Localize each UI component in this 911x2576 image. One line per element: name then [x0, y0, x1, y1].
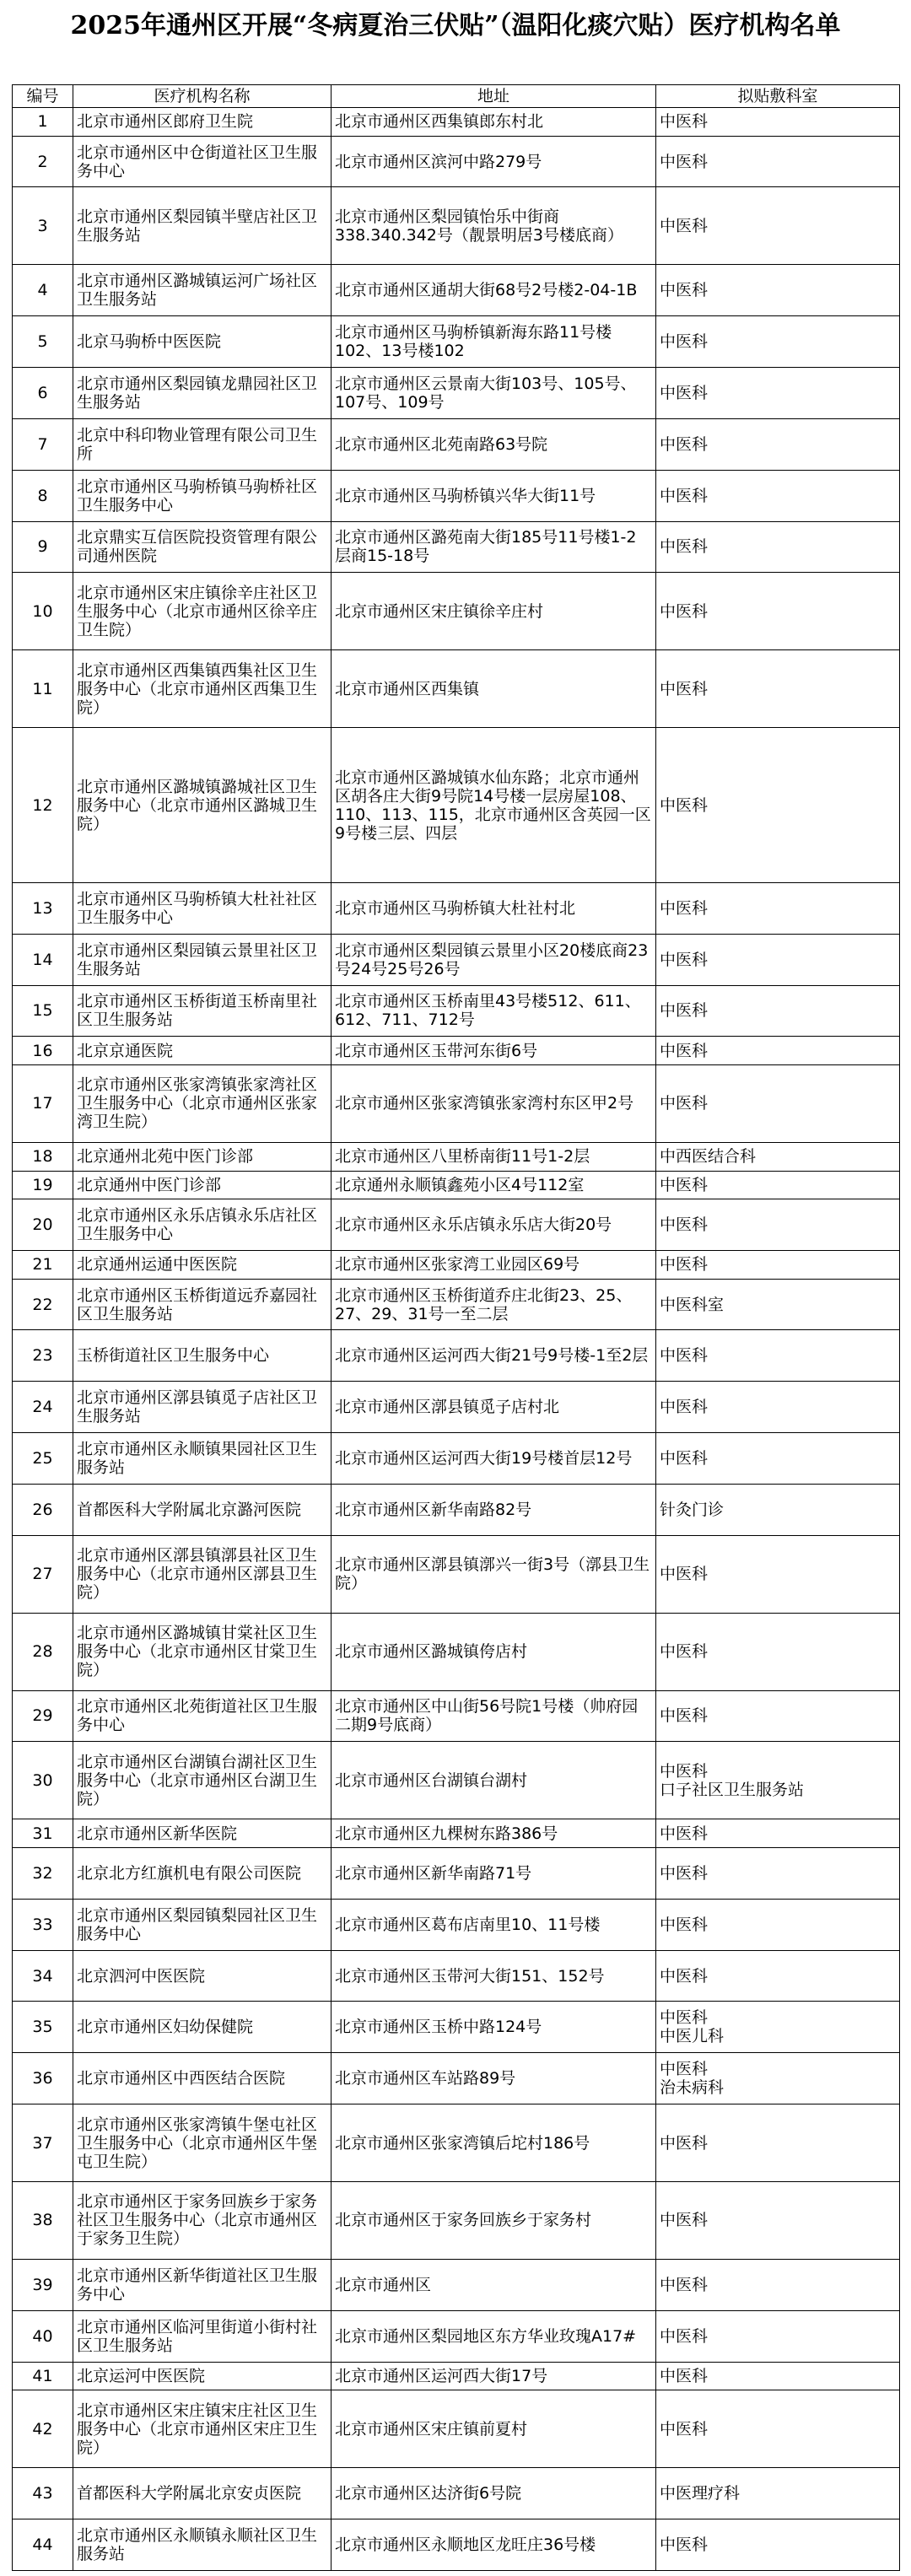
- cell-address: 北京市通州区永乐店镇永乐店大街20号: [332, 1199, 656, 1251]
- cell-institution-name: 北京北方红旗机电有限公司医院: [73, 1847, 332, 1899]
- cell-department: 中医科: [656, 1037, 900, 1065]
- cell-institution-name: 北京市通州区台湖镇台湖社区卫生服务中心（北京市通州区台湖卫生院）: [73, 1742, 332, 1819]
- cell-number: 34: [13, 1950, 73, 2002]
- cell-number: 19: [13, 1171, 73, 1199]
- cell-institution-name: 北京市通州区宋庄镇徐辛庄社区卫生服务中心（北京市通州区徐辛庄卫生院）: [73, 573, 332, 650]
- cell-department: 中医科: [656, 1690, 900, 1742]
- cell-number: 36: [13, 2053, 73, 2104]
- cell-department: 中医科: [656, 521, 900, 573]
- cell-address: 北京市通州区张家湾镇张家湾村东区甲2号: [332, 1065, 656, 1143]
- cell-number: 28: [13, 1613, 73, 1690]
- cell-number: 5: [13, 316, 73, 368]
- cell-number: 29: [13, 1690, 73, 1742]
- cell-department: 中医科: [656, 2519, 900, 2570]
- cell-department: 中医科 中医儿科: [656, 2002, 900, 2053]
- cell-number: 35: [13, 2002, 73, 2053]
- cell-address: 北京市通州区运河西大街19号楼首层12号: [332, 1433, 656, 1485]
- cell-department: 中医科: [656, 573, 900, 650]
- table-row: [13, 1484, 900, 1535]
- table-row: [13, 2259, 900, 2310]
- cell-department: 中医科: [656, 2259, 900, 2310]
- cell-number: 30: [13, 1742, 73, 1819]
- table-row: [13, 1382, 900, 1433]
- cell-address: 北京市通州区于家务回族乡于家务村: [332, 2181, 656, 2259]
- cell-number: 6: [13, 368, 73, 419]
- cell-number: 23: [13, 1330, 73, 1382]
- cell-department: 中医科: [656, 1535, 900, 1613]
- table-row: [13, 265, 900, 316]
- table-row: [13, 2002, 900, 2053]
- table-row: [13, 1171, 900, 1199]
- table-row: [13, 470, 900, 521]
- cell-address: 北京市通州区漷县镇漷兴一街3号（漷县卫生院）: [332, 1535, 656, 1613]
- table-body: [13, 108, 900, 2571]
- cell-department: 中医科: [656, 2181, 900, 2259]
- cell-institution-name: 北京市通州区于家务回族乡于家务社区卫生服务中心（北京市通州区于家务卫生院）: [73, 2181, 332, 2259]
- cell-address: 北京市通州区漷县镇觅子店村北: [332, 1382, 656, 1433]
- table-row: [13, 1037, 900, 1065]
- cell-department: 中医科: [656, 2390, 900, 2468]
- cell-number: 32: [13, 1847, 73, 1899]
- cell-department: 中医科: [656, 934, 900, 985]
- cell-address: 北京市通州区运河西大街17号: [332, 2362, 656, 2390]
- cell-institution-name: 北京中科印物业管理有限公司卫生所: [73, 418, 332, 470]
- table-row: [13, 316, 900, 368]
- cell-number: 41: [13, 2362, 73, 2390]
- cell-institution-name: 北京京通医院: [73, 1037, 332, 1065]
- cell-department: 中医科: [656, 728, 900, 883]
- cell-address: 北京市通州区马驹桥镇大杜社村北: [332, 882, 656, 934]
- table-row: [13, 2390, 900, 2468]
- cell-number: 14: [13, 934, 73, 985]
- cell-institution-name: 北京通州运通中医医院: [73, 1251, 332, 1280]
- cell-institution-name: 北京市通州区梨园镇半壁店社区卫生服务站: [73, 187, 332, 265]
- cell-number: 25: [13, 1433, 73, 1485]
- cell-department: 中医科: [656, 470, 900, 521]
- cell-address: 北京市通州区西集镇郎东村北: [332, 108, 656, 137]
- table-row: [13, 1251, 900, 1280]
- cell-address: 北京市通州区中山街56号院1号楼（帅府园二期9号底商）: [332, 1690, 656, 1742]
- cell-number: 20: [13, 1199, 73, 1251]
- cell-number: 8: [13, 470, 73, 521]
- cell-address: 北京市通州区: [332, 2259, 656, 2310]
- cell-institution-name: 北京市通州区永乐店镇永乐店社区卫生服务中心: [73, 1199, 332, 1251]
- cell-address: 北京市通州区通胡大街68号2号楼2-04-1B: [332, 265, 656, 316]
- cell-address: 北京市通州区马驹桥镇兴华大街11号: [332, 470, 656, 521]
- cell-address: 北京通州永顺镇鑫苑小区4号112室: [332, 1171, 656, 1199]
- cell-number: 42: [13, 2390, 73, 2468]
- cell-institution-name: 北京运河中医医院: [73, 2362, 332, 2390]
- cell-institution-name: 玉桥街道社区卫生服务中心: [73, 1330, 332, 1382]
- cell-address: 北京市通州区梨园镇怡乐中街商338.340.342号（靓景明居3号楼底商）: [332, 187, 656, 265]
- table-row: [13, 368, 900, 419]
- table-row: [13, 1690, 900, 1742]
- table-row: [13, 882, 900, 934]
- institution-table: [12, 84, 900, 2571]
- cell-institution-name: 北京市通州区玉桥街道远乔嘉园社区卫生服务站: [73, 1279, 332, 1330]
- table-row: [13, 728, 900, 883]
- cell-number: 26: [13, 1484, 73, 1535]
- cell-department: 中医科: [656, 316, 900, 368]
- cell-address: 北京市通州区玉带河大街151、152号: [332, 1950, 656, 2002]
- table-row: [13, 1899, 900, 1950]
- cell-department: 中医科: [656, 2362, 900, 2390]
- cell-address: 北京市通州区玉带河东街6号: [332, 1037, 656, 1065]
- cell-institution-name: 北京市通州区妇幼保健院: [73, 2002, 332, 2053]
- cell-address: 北京市通州区潞城镇水仙东路；北京市通州区胡各庄大街9号院14号楼一层房屋108、110、113、115，北京市通州区含英园一区9号楼三层、四层: [332, 728, 656, 883]
- cell-institution-name: 北京市通州区梨园镇龙鼎园社区卫生服务站: [73, 368, 332, 419]
- cell-institution-name: 北京市通州区玉桥街道玉桥南里社区卫生服务站: [73, 985, 332, 1037]
- cell-institution-name: 北京泗河中医医院: [73, 1950, 332, 2002]
- cell-number: 3: [13, 187, 73, 265]
- table-row: [13, 2362, 900, 2390]
- cell-institution-name: 北京鼎实互信医院投资管理有限公司通州医院: [73, 521, 332, 573]
- table-row: [13, 418, 900, 470]
- cell-department: 中医科: [656, 1819, 900, 1848]
- cell-department: 中医科: [656, 1382, 900, 1433]
- cell-number: 10: [13, 573, 73, 650]
- cell-department: 中医科: [656, 136, 900, 187]
- table-row: [13, 1433, 900, 1485]
- cell-institution-name: 北京市通州区北苑街道社区卫生服务中心: [73, 1690, 332, 1742]
- cell-address: 北京市通州区潞苑南大街185号11号楼1-2层商15-18号: [332, 521, 656, 573]
- cell-number: 27: [13, 1535, 73, 1613]
- table-row: [13, 2519, 900, 2570]
- cell-department: 中西医结合科: [656, 1142, 900, 1171]
- header-department: 拟贴敷科室: [656, 85, 900, 108]
- cell-institution-name: 北京市通州区张家湾镇张家湾社区卫生服务中心（北京市通州区张家湾卫生院）: [73, 1065, 332, 1143]
- cell-number: 12: [13, 728, 73, 883]
- cell-institution-name: 北京市通州区潞城镇甘棠社区卫生服务中心（北京市通州区甘棠卫生院）: [73, 1613, 332, 1690]
- cell-institution-name: 北京马驹桥中医医院: [73, 316, 332, 368]
- cell-institution-name: 北京市通州区宋庄镇宋庄社区卫生服务中心（北京市通州区宋庄卫生院）: [73, 2390, 332, 2468]
- table-row: [13, 1847, 900, 1899]
- table-row: [13, 1950, 900, 2002]
- cell-address: 北京市通州区梨园镇云景里小区20楼底商23号24号25号26号: [332, 934, 656, 985]
- cell-institution-name: 北京市通州区马驹桥镇大杜社社区卫生服务中心: [73, 882, 332, 934]
- cell-address: 北京市通州区九棵树东路386号: [332, 1819, 656, 1848]
- table-row: [13, 2104, 900, 2182]
- cell-institution-name: 北京市通州区梨园镇云景里社区卫生服务站: [73, 934, 332, 985]
- cell-department: 中医科: [656, 368, 900, 419]
- cell-department: 中医科: [656, 1613, 900, 1690]
- table-row: [13, 1742, 900, 1819]
- table-row: [13, 1535, 900, 1613]
- cell-department: 中医科: [656, 1251, 900, 1280]
- table-row: [13, 2468, 900, 2519]
- cell-institution-name: 北京市通州区新华医院: [73, 1819, 332, 1848]
- cell-department: 中医科: [656, 1199, 900, 1251]
- cell-address: 北京市通州区张家湾工业园区69号: [332, 1251, 656, 1280]
- cell-institution-name: 北京市通州区潞城镇潞城社区卫生服务中心（北京市通州区潞城卫生院）: [73, 728, 332, 883]
- cell-address: 北京市通州区新华南路71号: [332, 1847, 656, 1899]
- cell-department: 中医科 口子社区卫生服务站: [656, 1742, 900, 1819]
- cell-number: 33: [13, 1899, 73, 1950]
- cell-address: 北京市通州区葛布店南里10、11号楼: [332, 1899, 656, 1950]
- cell-number: 17: [13, 1065, 73, 1143]
- cell-address: 北京市通州区西集镇: [332, 650, 656, 728]
- table-row: [13, 108, 900, 137]
- cell-institution-name: 北京市通州区永顺镇永顺社区卫生服务站: [73, 2519, 332, 2570]
- cell-number: 43: [13, 2468, 73, 2519]
- cell-address: 北京市通州区运河西大街21号9号楼-1至2层: [332, 1330, 656, 1382]
- cell-address: 北京市通州区新华南路82号: [332, 1484, 656, 1535]
- table-row: [13, 1199, 900, 1251]
- cell-institution-name: 北京市通州区新华街道社区卫生服务中心: [73, 2259, 332, 2310]
- cell-institution-name: 北京市通州区永顺镇果园社区卫生服务站: [73, 1433, 332, 1485]
- cell-institution-name: 北京通州北苑中医门诊部: [73, 1142, 332, 1171]
- cell-department: 中医科: [656, 985, 900, 1037]
- cell-address: 北京市通州区玉桥中路124号: [332, 2002, 656, 2053]
- cell-address: 北京市通州区北苑南路63号院: [332, 418, 656, 470]
- cell-department: 中医科: [656, 1950, 900, 2002]
- cell-number: 21: [13, 1251, 73, 1280]
- table-row: [13, 985, 900, 1037]
- cell-address: 北京市通州区云景南大街103号、105号、107号、109号: [332, 368, 656, 419]
- table-row: [13, 1613, 900, 1690]
- table-row: [13, 2310, 900, 2362]
- cell-department: 中医科: [656, 1433, 900, 1485]
- cell-institution-name: 北京市通州区张家湾镇牛堡屯社区卫生服务中心（北京市通州区牛堡屯卫生院）: [73, 2104, 332, 2182]
- cell-department: 中医科: [656, 1847, 900, 1899]
- cell-number: 7: [13, 418, 73, 470]
- cell-address: 北京市通州区宋庄镇徐辛庄村: [332, 573, 656, 650]
- cell-address: 北京市通州区张家湾镇后坨村186号: [332, 2104, 656, 2182]
- header-no: 编号: [13, 85, 73, 108]
- cell-institution-name: 北京市通州区漷县镇漷县社区卫生服务中心（北京市通州区漷县卫生院）: [73, 1535, 332, 1613]
- cell-number: 40: [13, 2310, 73, 2362]
- cell-address: 北京市通州区马驹桥镇新海东路11号楼102、13号楼102: [332, 316, 656, 368]
- table-row: [13, 650, 900, 728]
- cell-number: 4: [13, 265, 73, 316]
- table-row: [13, 521, 900, 573]
- header-name: 医疗机构名称: [73, 85, 332, 108]
- cell-number: 22: [13, 1279, 73, 1330]
- table-row: [13, 2181, 900, 2259]
- table-row: [13, 1330, 900, 1382]
- cell-address: 北京市通州区滨河中路279号: [332, 136, 656, 187]
- cell-department: 中医科: [656, 1899, 900, 1950]
- cell-institution-name: 北京市通州区郎府卫生院: [73, 108, 332, 137]
- table-row: [13, 1065, 900, 1143]
- cell-number: 38: [13, 2181, 73, 2259]
- cell-address: 北京市通州区台湖镇台湖村: [332, 1742, 656, 1819]
- cell-address: 北京市通州区达济街6号院: [332, 2468, 656, 2519]
- cell-institution-name: 北京市通州区西集镇西集社区卫生服务中心（北京市通州区西集卫生院）: [73, 650, 332, 728]
- cell-institution-name: 北京市通州区漷县镇觅子店社区卫生服务站: [73, 1382, 332, 1433]
- cell-address: 北京市通州区永顺地区龙旺庄36号楼: [332, 2519, 656, 2570]
- header-address: 地址: [332, 85, 656, 108]
- cell-department: 中医科: [656, 1171, 900, 1199]
- cell-institution-name: 北京市通州区潞城镇运河广场社区卫生服务站: [73, 265, 332, 316]
- table-row: [13, 934, 900, 985]
- cell-number: 9: [13, 521, 73, 573]
- cell-institution-name: 北京市通州区马驹桥镇马驹桥社区卫生服务中心: [73, 470, 332, 521]
- cell-department: 中医科: [656, 650, 900, 728]
- cell-number: 44: [13, 2519, 73, 2570]
- cell-department: 中医科: [656, 2310, 900, 2362]
- cell-number: 1: [13, 108, 73, 137]
- cell-institution-name: 北京市通州区中仓街道社区卫生服务中心: [73, 136, 332, 187]
- cell-number: 16: [13, 1037, 73, 1065]
- document-title: 2025年通州区开展“冬病夏治三伏贴”（温阳化痰穴贴）医疗机构名单: [70, 11, 841, 40]
- cell-department: 中医科: [656, 265, 900, 316]
- cell-institution-name: 北京市通州区梨园镇梨园社区卫生服务中心: [73, 1899, 332, 1950]
- cell-department: 中医科室: [656, 1279, 900, 1330]
- table-row: [13, 187, 900, 265]
- cell-department: 中医科: [656, 187, 900, 265]
- table-row: [13, 573, 900, 650]
- cell-department: 中医科: [656, 418, 900, 470]
- table-row: [13, 1142, 900, 1171]
- cell-department: 中医科: [656, 108, 900, 137]
- cell-address: 北京市通州区车站路89号: [332, 2053, 656, 2104]
- cell-department: 中医科: [656, 1065, 900, 1143]
- cell-number: 24: [13, 1382, 73, 1433]
- cell-number: 37: [13, 2104, 73, 2182]
- cell-number: 39: [13, 2259, 73, 2310]
- table-row: [13, 136, 900, 187]
- cell-address: 北京市通州区玉桥街道乔庄北街23、25、27、29、31号一至二层: [332, 1279, 656, 1330]
- cell-department: 针灸门诊: [656, 1484, 900, 1535]
- cell-number: 2: [13, 136, 73, 187]
- cell-institution-name: 北京市通州区临河里街道小街村社区卫生服务站: [73, 2310, 332, 2362]
- cell-department: 中医科: [656, 2104, 900, 2182]
- cell-department: 中医科: [656, 882, 900, 934]
- cell-number: 13: [13, 882, 73, 934]
- cell-department: 中医理疗科: [656, 2468, 900, 2519]
- cell-institution-name: 首都医科大学附属北京潞河医院: [73, 1484, 332, 1535]
- cell-address: 北京市通州区玉桥南里43号楼512、611、612、711、712号: [332, 985, 656, 1037]
- cell-institution-name: 首都医科大学附属北京安贞医院: [73, 2468, 332, 2519]
- cell-institution-name: 北京市通州区中西医结合医院: [73, 2053, 332, 2104]
- table-header-row: [13, 85, 900, 108]
- cell-address: 北京市通州区梨园地区东方华业玫瑰A17#: [332, 2310, 656, 2362]
- table-row: [13, 2053, 900, 2104]
- cell-department: 中医科: [656, 1330, 900, 1382]
- table-row: [13, 1819, 900, 1848]
- cell-number: 18: [13, 1142, 73, 1171]
- cell-number: 15: [13, 985, 73, 1037]
- cell-number: 31: [13, 1819, 73, 1848]
- cell-address: 北京市通州区宋庄镇前夏村: [332, 2390, 656, 2468]
- cell-institution-name: 北京通州中医门诊部: [73, 1171, 332, 1199]
- cell-number: 11: [13, 650, 73, 728]
- cell-address: 北京市通州区潞城镇侉店村: [332, 1613, 656, 1690]
- table-row: [13, 1279, 900, 1330]
- cell-department: 中医科 治未病科: [656, 2053, 900, 2104]
- cell-address: 北京市通州区八里桥南街11号1-2层: [332, 1142, 656, 1171]
